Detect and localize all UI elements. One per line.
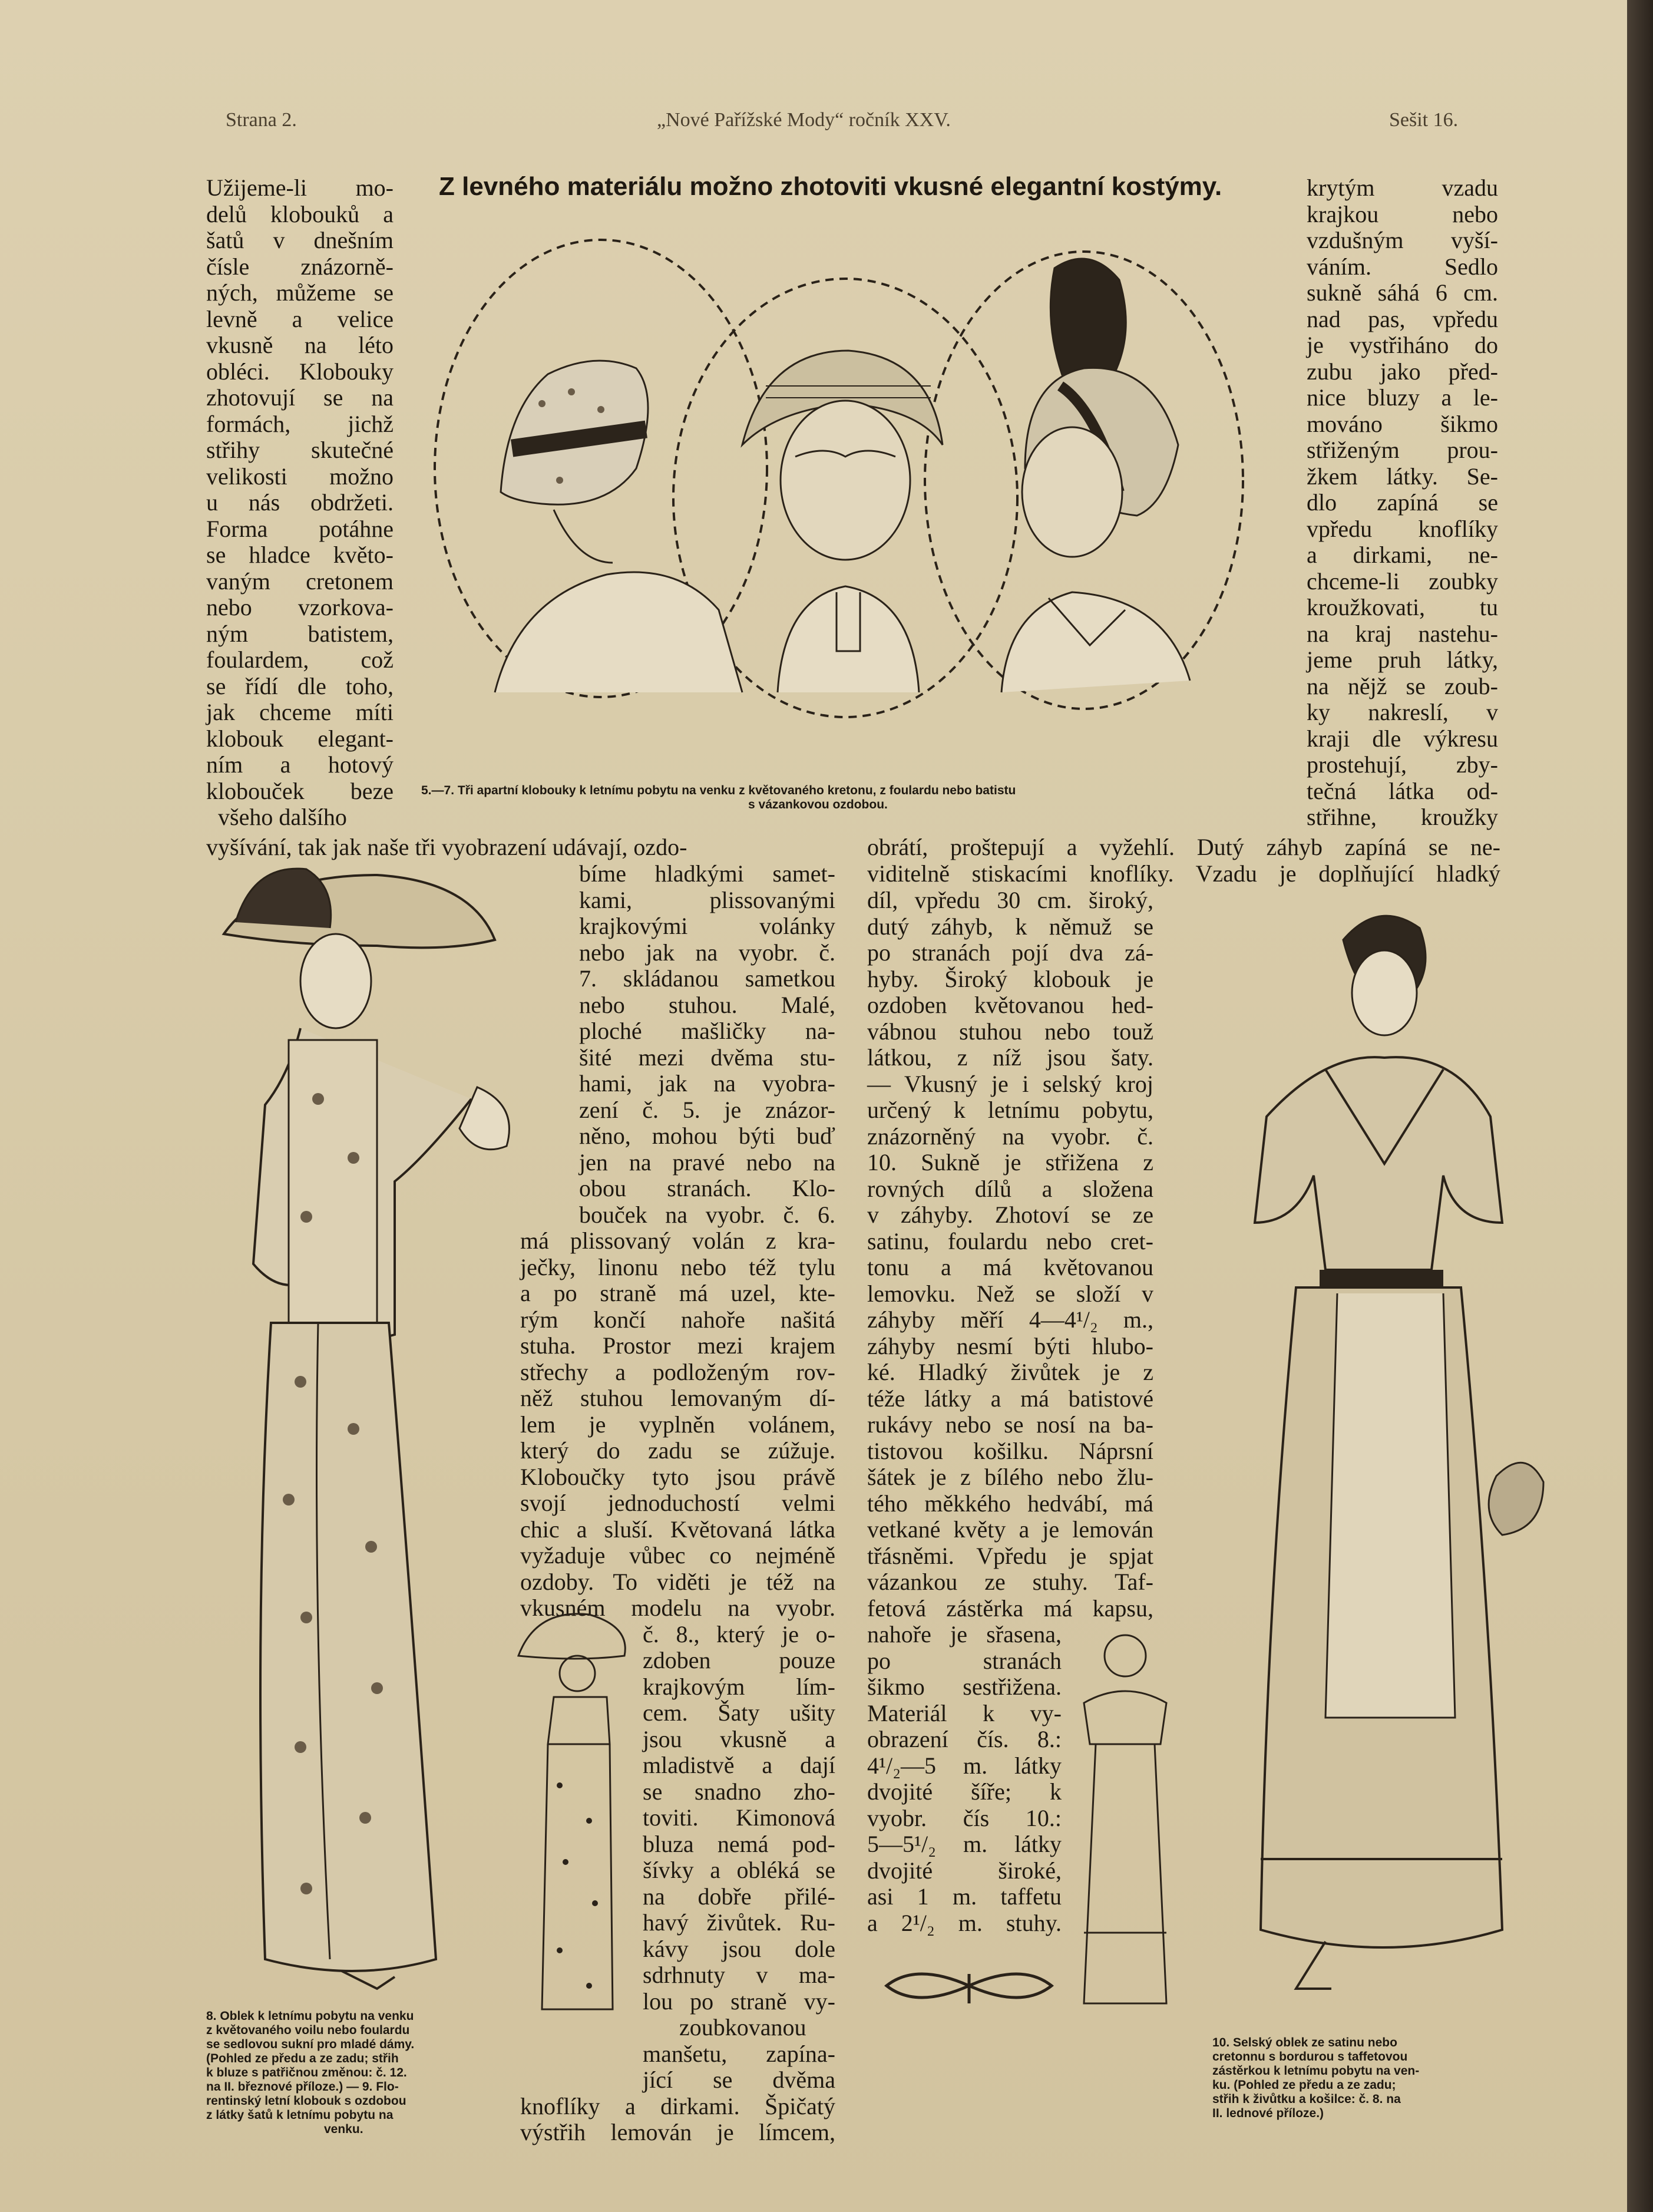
text-line: šívky a obléká se: [643, 1857, 835, 1883]
text-line: ké. Hladký živůtek je z: [867, 1359, 1153, 1385]
text-line: rovných dílů a složena: [867, 1175, 1153, 1202]
text-line: něž stuhou lemovaným dí-: [520, 1385, 835, 1411]
text-line: Kloboučky tyto jsou právě: [520, 1463, 835, 1490]
text-line: jen na pravé nebo na: [579, 1148, 835, 1176]
text-line: šátek je z bílého nebo žlu-: [867, 1464, 1153, 1490]
text-line: chic a sluší. Květovaná látka: [520, 1516, 835, 1543]
text-line: nebo vzorkova-: [206, 594, 394, 620]
text-line: dvojité široké,: [867, 1857, 1062, 1884]
caption-line: II. lednové příloze.): [1212, 2107, 1324, 2120]
text-line: bíme hladkými samet-: [579, 860, 835, 887]
text-line: šikmo sestřižena.: [867, 1673, 1062, 1700]
hat-7-figure: [1001, 259, 1190, 692]
text-line: havý živůtek. Ru-: [643, 1909, 835, 1936]
text-line: dutý záhyb, k němuž se: [867, 913, 1153, 940]
text-line: žkem látky. Se-: [1307, 463, 1498, 490]
left-column: [206, 175, 394, 831]
page-edge: [1627, 0, 1653, 2212]
text-line: sukně sáhá 6 cm.: [1307, 279, 1498, 306]
text-line: tého měkkého hedvábí, má: [867, 1490, 1153, 1517]
text-line: satinu, foulardu nebo cret-: [867, 1227, 1153, 1254]
text-line: tonu a má květovanou: [867, 1254, 1153, 1280]
text-line: prostehují, zby-: [1307, 751, 1498, 778]
text-line: záhyby nesmí býti hlubo-: [867, 1332, 1153, 1359]
text-line: ním a hotový: [206, 751, 394, 778]
text-line: ných, můžeme se: [206, 279, 394, 306]
text-line: kami, plissovanými: [579, 886, 835, 913]
caption-line: k bluze s patřičnou změnou: č. 12.: [206, 2066, 407, 2079]
text-line: mováno šikmo: [1307, 410, 1498, 437]
text-line: manšetu, zapína-: [643, 2040, 835, 2067]
text-line: Materiál k vy-: [867, 1699, 1062, 1726]
text-line: č. 8., který je o-: [643, 1620, 835, 1648]
caption-line: střih k živůtku a košilce: č. 8. na: [1212, 2092, 1401, 2106]
text-line: asi 1 m. taffetu: [867, 1883, 1062, 1910]
text-line: se řídí dle toho,: [206, 672, 394, 699]
text-line: zhotovují se na: [206, 384, 394, 411]
text-line: toviti. Kimonová: [643, 1804, 835, 1831]
text-line: po stranách: [867, 1647, 1062, 1674]
issue-number: Sešit 16.: [1389, 109, 1459, 131]
text-line: formách, jichž: [206, 410, 394, 437]
text-line: svojí jednoduchostí velmi: [520, 1490, 835, 1516]
text-line: zdoben pouze: [643, 1647, 835, 1673]
text-line: 5—5¹/₂ m. látky: [867, 1831, 1062, 1857]
text-line: lem je vyplněn volánem,: [520, 1411, 835, 1438]
text-line: váním. Sedlo: [1307, 253, 1498, 280]
caption-line: na II. březnové příloze.) — 9. Flo-: [206, 2080, 399, 2094]
text-line: vázankou ze stuhy. Taf-: [867, 1569, 1153, 1595]
caption-line: se sedlovou sukní pro mladé dámy.: [206, 2038, 415, 2051]
text-line: hyby. Široký klobouk je: [867, 965, 1153, 992]
text-line: krajkovými volánky: [579, 913, 835, 939]
text-line: třásněmi. Vpředu je spjat: [867, 1542, 1153, 1569]
text-line: Forma potáhne: [206, 515, 394, 542]
text-line: na nějž se zoub-: [1307, 672, 1498, 699]
text-line: knoflíky a dirkami. Špičatý: [520, 2092, 835, 2119]
text-line: — Vkusný je i selský kroj: [867, 1070, 1153, 1097]
figure-9-illustration: [513, 1597, 636, 2033]
text-line: dlo zapíná se: [1307, 489, 1498, 516]
text-line: tistovou košilku. Náprsní: [867, 1437, 1153, 1464]
text-line: se snadno zho-: [643, 1778, 835, 1805]
text-line: krajkou nebo: [1307, 200, 1498, 227]
text-line: výstřih lemován je límcem,: [520, 2119, 835, 2145]
text-line: nad pas, vpředu: [1307, 305, 1498, 332]
text-line: vzdušným vyší-: [1307, 227, 1498, 253]
text-line: je vystřiháno do: [1307, 332, 1498, 358]
text-line: a po straně má uzel, kte-: [520, 1280, 835, 1306]
text-line: nebo jak na vyobr. č.: [579, 939, 835, 966]
text-line: bouček na vyobr. č. 6.: [579, 1201, 835, 1228]
text-line-wide: vyšívání, tak jak naše tři vyobrazení udávají, ozdo-: [206, 834, 687, 860]
text-line: 4¹/₂—5 m. látky: [867, 1752, 1062, 1779]
figure-10-illustration: [1208, 893, 1549, 2018]
text-line: u nás obdržeti.: [206, 489, 394, 516]
text-line: znázorněný na vyobr. č.: [867, 1122, 1153, 1150]
caption-line: rentinský letní klobouk s ozdobou: [206, 2094, 406, 2108]
caption-line: ku. (Pohled ze předu a ze zadu;: [1212, 2078, 1396, 2092]
text-line: jak chceme míti: [206, 699, 394, 725]
text-line: nahoře je sřasena,: [867, 1621, 1062, 1648]
text-line: ploché mašličky na-: [579, 1018, 835, 1044]
text-line: vyobr. čís 10.:: [867, 1804, 1062, 1831]
text-line: foulardem, což: [206, 646, 394, 673]
text-line: střihne, kroužky: [1307, 804, 1498, 830]
text-line: téže látky a má batistové: [867, 1385, 1153, 1412]
text-line: látkou, z níž jsou šaty.: [867, 1044, 1153, 1071]
text-line: díl, vpředu 30 cm. široký,: [867, 887, 1153, 913]
text-line: vetkané květy a je lemován: [867, 1516, 1153, 1543]
hat-5-figure: [495, 361, 742, 692]
text-line: 10. Sukně je střižena z: [867, 1149, 1153, 1176]
text-line: bluza nemá pod-: [643, 1830, 835, 1857]
text-line: obrazení čís. 8.:: [867, 1726, 1062, 1752]
text-line: kraji dle výkresu: [1307, 725, 1498, 752]
text-line: klobouk elegant-: [206, 725, 394, 752]
text-line: nebo stuhou. Malé,: [579, 991, 835, 1018]
text-line: tečná látka od-: [1307, 777, 1498, 804]
decorative-ornament: [881, 1962, 1057, 2015]
text-line: levně a velice: [206, 305, 394, 332]
text-line: a 2¹/₂ m. stuhy.: [867, 1909, 1062, 1936]
text-line: dvojité šíře; k: [867, 1778, 1062, 1805]
caption-figure-8: [206, 2009, 414, 2137]
text-line: fetová zástěrka má kapsu,: [867, 1594, 1153, 1622]
text-line: jeme pruh látky,: [1307, 646, 1498, 673]
text-line: se hladce květo-: [206, 542, 394, 568]
text-line: chceme-li zoubky: [1307, 567, 1498, 595]
text-line: vaným cretonem: [206, 567, 394, 595]
text-line: krajkovým lím-: [643, 1673, 835, 1700]
caption-line: zástěrkou k letnímu pobytu na ven-: [1212, 2064, 1420, 2078]
text-line: kroužkovati, tu: [1307, 594, 1498, 620]
article-title: Z levného materiálu možno zhotoviti vkusné elegantní kostýmy.: [439, 172, 1222, 201]
text-line: Užijeme-li mo-: [206, 174, 394, 201]
figure-10-back-sketch: [1066, 1626, 1184, 2027]
text-line: který do zadu se zúžuje.: [520, 1437, 835, 1464]
caption-line: s vázankovou ozdobou.: [748, 798, 888, 811]
text-line: obou stranách. Klo-: [579, 1175, 835, 1201]
hats-illustration: [412, 233, 1290, 734]
caption-hats: [421, 784, 1016, 812]
text-line: v záhyby. Zhotoví se ze: [867, 1201, 1153, 1228]
text-line: čísle znázorně-: [206, 253, 394, 280]
text-line: delů klobouků a: [206, 200, 394, 227]
text-line: kávy jsou dole: [643, 1935, 835, 1962]
text-line: velikosti možno: [206, 463, 394, 490]
text-line: obléci. Klobouky: [206, 358, 394, 385]
magazine-title: „Nové Pařížské Mody“ ročník XXV.: [657, 109, 951, 131]
right-top-column: [1307, 175, 1498, 831]
caption-line: cretonnu s bordurou s taffetovou: [1212, 2050, 1408, 2064]
caption-line: z květovaného voilu nebo foulardu: [206, 2023, 410, 2037]
caption-line: z látky šatů k letnímu pobytu na: [206, 2108, 394, 2122]
text-line: ozdoby. To viděti je též na: [520, 1568, 835, 1595]
text-line-wide: obrátí, proštepují a vyžehlí. Dutý záhyb zapíná se ne-: [867, 834, 1500, 860]
hat-6-figure: [742, 351, 943, 692]
text-line: klobouček beze: [206, 777, 394, 804]
text-line: střihy skutečné: [206, 437, 394, 463]
text-line: zení č. 5. je znázor-: [579, 1096, 835, 1123]
text-line: záhyby měří 4—4¹/₂ m.,: [867, 1306, 1153, 1333]
caption-line: venku.: [324, 2122, 363, 2136]
text-line: na kraj nastehu-: [1307, 620, 1498, 647]
text-line: vkusném modelu na vyobr.: [520, 1594, 835, 1621]
text-line: šatů v dnešním: [206, 227, 394, 253]
text-line: hami, jak na vyobra-: [579, 1070, 835, 1097]
text-line: sdrhnuty v ma-: [643, 1962, 835, 1988]
text-line: něno, mohou býti buď: [579, 1122, 835, 1149]
text-line: střechy a podloženým rov-: [520, 1358, 835, 1385]
text-line: všeho dalšího: [218, 804, 347, 830]
right-wide-lines: [867, 834, 1500, 887]
text-line: krytým vzadu: [1307, 174, 1498, 201]
caption-line: 5.—7. Tři apartní klobouky k letnímu pobytu na venku z květovaného kretonu, z foulardu nebo batistu: [421, 784, 1016, 797]
text-line: po stranách pojí dva zá-: [867, 939, 1153, 966]
text-line: lemovku. Než se složí v: [867, 1280, 1153, 1307]
caption-figure-10: [1212, 2036, 1419, 2121]
text-line: a dirkami, ne-: [1307, 542, 1498, 568]
text-line-wide: viditelně stiskacími knoflíky. Vzadu je doplňující hladký: [867, 860, 1500, 887]
text-line: střiženým prou-: [1307, 437, 1498, 463]
text-line: rým končí nahoře našitá: [520, 1306, 835, 1333]
text-line: má plissovaný volán z kra-: [520, 1227, 835, 1254]
text-line: ječky, linonu nebo též tylu: [520, 1253, 835, 1280]
text-line: lou po straně vy-: [643, 1988, 835, 2015]
text-line: vyžaduje vůbec co nejméně: [520, 1542, 835, 1569]
caption-line: (Pohled ze předu a ze zadu; střih: [206, 2052, 399, 2065]
text-line: rukávy nebo se nosí na ba-: [867, 1411, 1153, 1438]
caption-line: 8. Oblek k letnímu pobytu na venku: [206, 2009, 414, 2023]
text-line: nice bluzy a le-: [1307, 384, 1498, 411]
text-line: stuha. Prostor mezi krajem: [520, 1332, 835, 1359]
text-line: určený k letnímu pobytu,: [867, 1097, 1153, 1123]
text-line: mladistvě a dají: [643, 1752, 835, 1778]
text-line: jící se dvěma: [643, 2066, 835, 2093]
text-line: vpředu knoflíky: [1307, 515, 1498, 542]
text-line: vábnou stuhou nebo touž: [867, 1018, 1153, 1045]
text-line: ky nakreslí, v: [1307, 699, 1498, 725]
text-line: zoubkovanou: [679, 2014, 806, 2041]
text-line: ozdoben květovanou hed-: [867, 992, 1153, 1018]
text-line: vkusně na léto: [206, 332, 394, 358]
text-line: 7. skládanou sametkou: [579, 965, 835, 992]
caption-line: 10. Selský oblek ze satinu nebo: [1212, 2036, 1397, 2049]
text-line: šité mezi dvěma stu-: [579, 1044, 835, 1071]
text-line: ným batistem,: [206, 620, 394, 647]
text-line: na dobře přilé-: [643, 1883, 835, 1910]
text-line: cem. Šaty ušity: [643, 1699, 835, 1726]
page-number: Strana 2.: [226, 109, 297, 131]
figure-8-illustration: [200, 851, 554, 2003]
text-line: jsou vkusně a: [643, 1725, 835, 1752]
text-line: zubu jako před-: [1307, 358, 1498, 385]
